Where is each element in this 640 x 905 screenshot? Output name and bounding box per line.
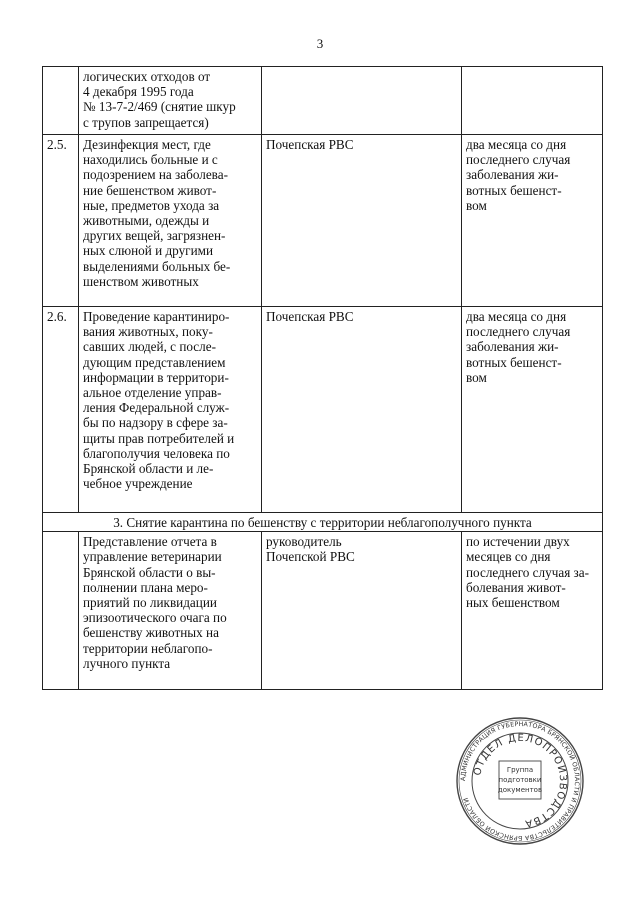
- section-header-row: [43, 513, 603, 532]
- cell-line: ные, предметов ухода за: [83, 197, 220, 213]
- cell-line: ных бешенством: [466, 595, 560, 611]
- cell-line: Проведение карантиниро-: [83, 309, 230, 324]
- cell-line: вом: [466, 369, 487, 385]
- deadline-cell: [462, 67, 603, 135]
- cell-line: 4 декабря 1995 года: [83, 84, 194, 100]
- cell-line: два месяца со дня: [466, 309, 567, 324]
- cell-line: Брянской области и ле-: [83, 461, 214, 477]
- cell-line: бы по надзору в сфере за-: [83, 415, 228, 431]
- svg-text:АДМИНИСТРАЦИЯ ГУБЕРНАТОРА БРЯН: АДМИНИСТРАЦИЯ ГУБЕРНАТОРА БРЯНСКОЙ ОБЛАСТИ И ПРАВИТЕЛЬСТВА БРЯНСКОЙ ОБЛАСТИ: [459, 720, 581, 842]
- cell-line: благополучия человека по: [83, 445, 230, 461]
- cell-line: подозрением на заболева-: [83, 167, 228, 183]
- responsible-cell: [262, 135, 462, 307]
- table-row: [43, 135, 603, 307]
- cell-line: вотных бешенст-: [466, 354, 562, 370]
- cell-line: информации в территори-: [83, 369, 229, 385]
- svg-text:подготовки: подготовки: [498, 776, 542, 784]
- section-3-title: 3. Снятие карантина по бешенству с территории неблагополучного пункта: [43, 513, 603, 532]
- svg-text:ОТДЕЛ ДЕЛОПРОИЗВОДСТВА: ОТДЕЛ ДЕЛОПРОИЗВОДСТВА: [472, 732, 569, 829]
- cell-line: логических отходов от: [83, 69, 211, 84]
- cell-line: месяцев со дня: [466, 549, 551, 565]
- action-cell: [79, 307, 262, 513]
- cell-line: находились больные и с: [83, 152, 218, 168]
- stamp-seal-icon: [455, 716, 585, 846]
- cell-line: руководитель: [266, 534, 342, 550]
- cell-line: последнего случая за-: [466, 564, 590, 580]
- cell-line: управление ветеринарии: [83, 549, 222, 565]
- cell-line: животными, одежды и: [83, 213, 210, 229]
- page-number: 3: [316, 36, 324, 51]
- cell-line: альное отделение управ-: [83, 385, 222, 401]
- cell-line: вом: [466, 197, 487, 213]
- cell-line: Почепская РВС: [266, 309, 354, 324]
- cell-line: заболевания жи-: [466, 167, 559, 183]
- svg-text:Группа: Группа: [506, 766, 534, 774]
- cell-line: щиты прав потребителей и: [83, 430, 235, 446]
- cell-line: савших людей, с после-: [83, 339, 216, 355]
- responsible-cell: [262, 67, 462, 135]
- cell-line: территории неблагопо-: [83, 640, 213, 656]
- cell-line: последнего случая: [466, 324, 571, 340]
- row-number: 2.6.: [43, 307, 79, 513]
- cell-line: последнего случая: [466, 152, 571, 168]
- svg-text:документов: документов: [497, 786, 543, 794]
- cell-line: с трупов запрещается): [83, 114, 209, 130]
- measures-table: [42, 66, 603, 690]
- cell-line: бешенству животных на: [83, 625, 219, 641]
- cell-line: Дезинфекция мест, где: [83, 137, 211, 152]
- cell-line: дующим представлением: [83, 354, 226, 370]
- row-number: 2.5.: [43, 135, 79, 307]
- responsible-cell: [262, 532, 462, 690]
- action-cell: [79, 67, 262, 135]
- action-cell: [79, 135, 262, 307]
- table-row: [43, 532, 603, 690]
- cell-line: Почепской РВС: [266, 549, 355, 565]
- cell-line: Брянской области о вы-: [83, 564, 216, 580]
- table-row: [43, 307, 603, 513]
- cell-line: эпизоотического очага по: [83, 610, 227, 626]
- cell-line: болевания живот-: [466, 579, 566, 595]
- cell-line: ние бешенством живот-: [83, 182, 217, 198]
- responsible-cell: [262, 307, 462, 513]
- cell-line: лучного пункта: [83, 655, 171, 671]
- cell-line: два месяца со дня: [466, 137, 567, 152]
- cell-line: других вещей, загрязнен-: [83, 228, 226, 244]
- cell-line: ных слюной и другими: [83, 243, 214, 259]
- cell-line: Представление отчета в: [83, 534, 217, 550]
- action-cell: [79, 532, 262, 690]
- table-row: [43, 67, 603, 135]
- cell-line: полнении плана меро-: [83, 579, 208, 595]
- cell-line: шенством животных: [83, 273, 199, 289]
- cell-line: Почепская РВС: [266, 137, 354, 152]
- cell-line: вотных бешенст-: [466, 182, 562, 198]
- deadline-cell: [462, 135, 603, 307]
- cell-line: ления Федеральной служ-: [83, 400, 230, 416]
- deadline-cell: [462, 307, 603, 513]
- cell-line: № 13-7-2/469 (снятие шкур: [83, 99, 236, 115]
- deadline-cell: [462, 532, 603, 690]
- cell-line: вания животных, поку-: [83, 324, 213, 340]
- cell-line: по истечении двух: [466, 534, 570, 550]
- row-number: [43, 532, 79, 690]
- row-number: [43, 67, 79, 135]
- cell-line: заболевания жи-: [466, 339, 559, 355]
- office-stamp: [455, 716, 585, 846]
- cell-line: чебное учреждение: [83, 476, 193, 492]
- cell-line: приятий по ликвидации: [83, 595, 217, 611]
- cell-line: выделениями больных бе-: [83, 258, 231, 274]
